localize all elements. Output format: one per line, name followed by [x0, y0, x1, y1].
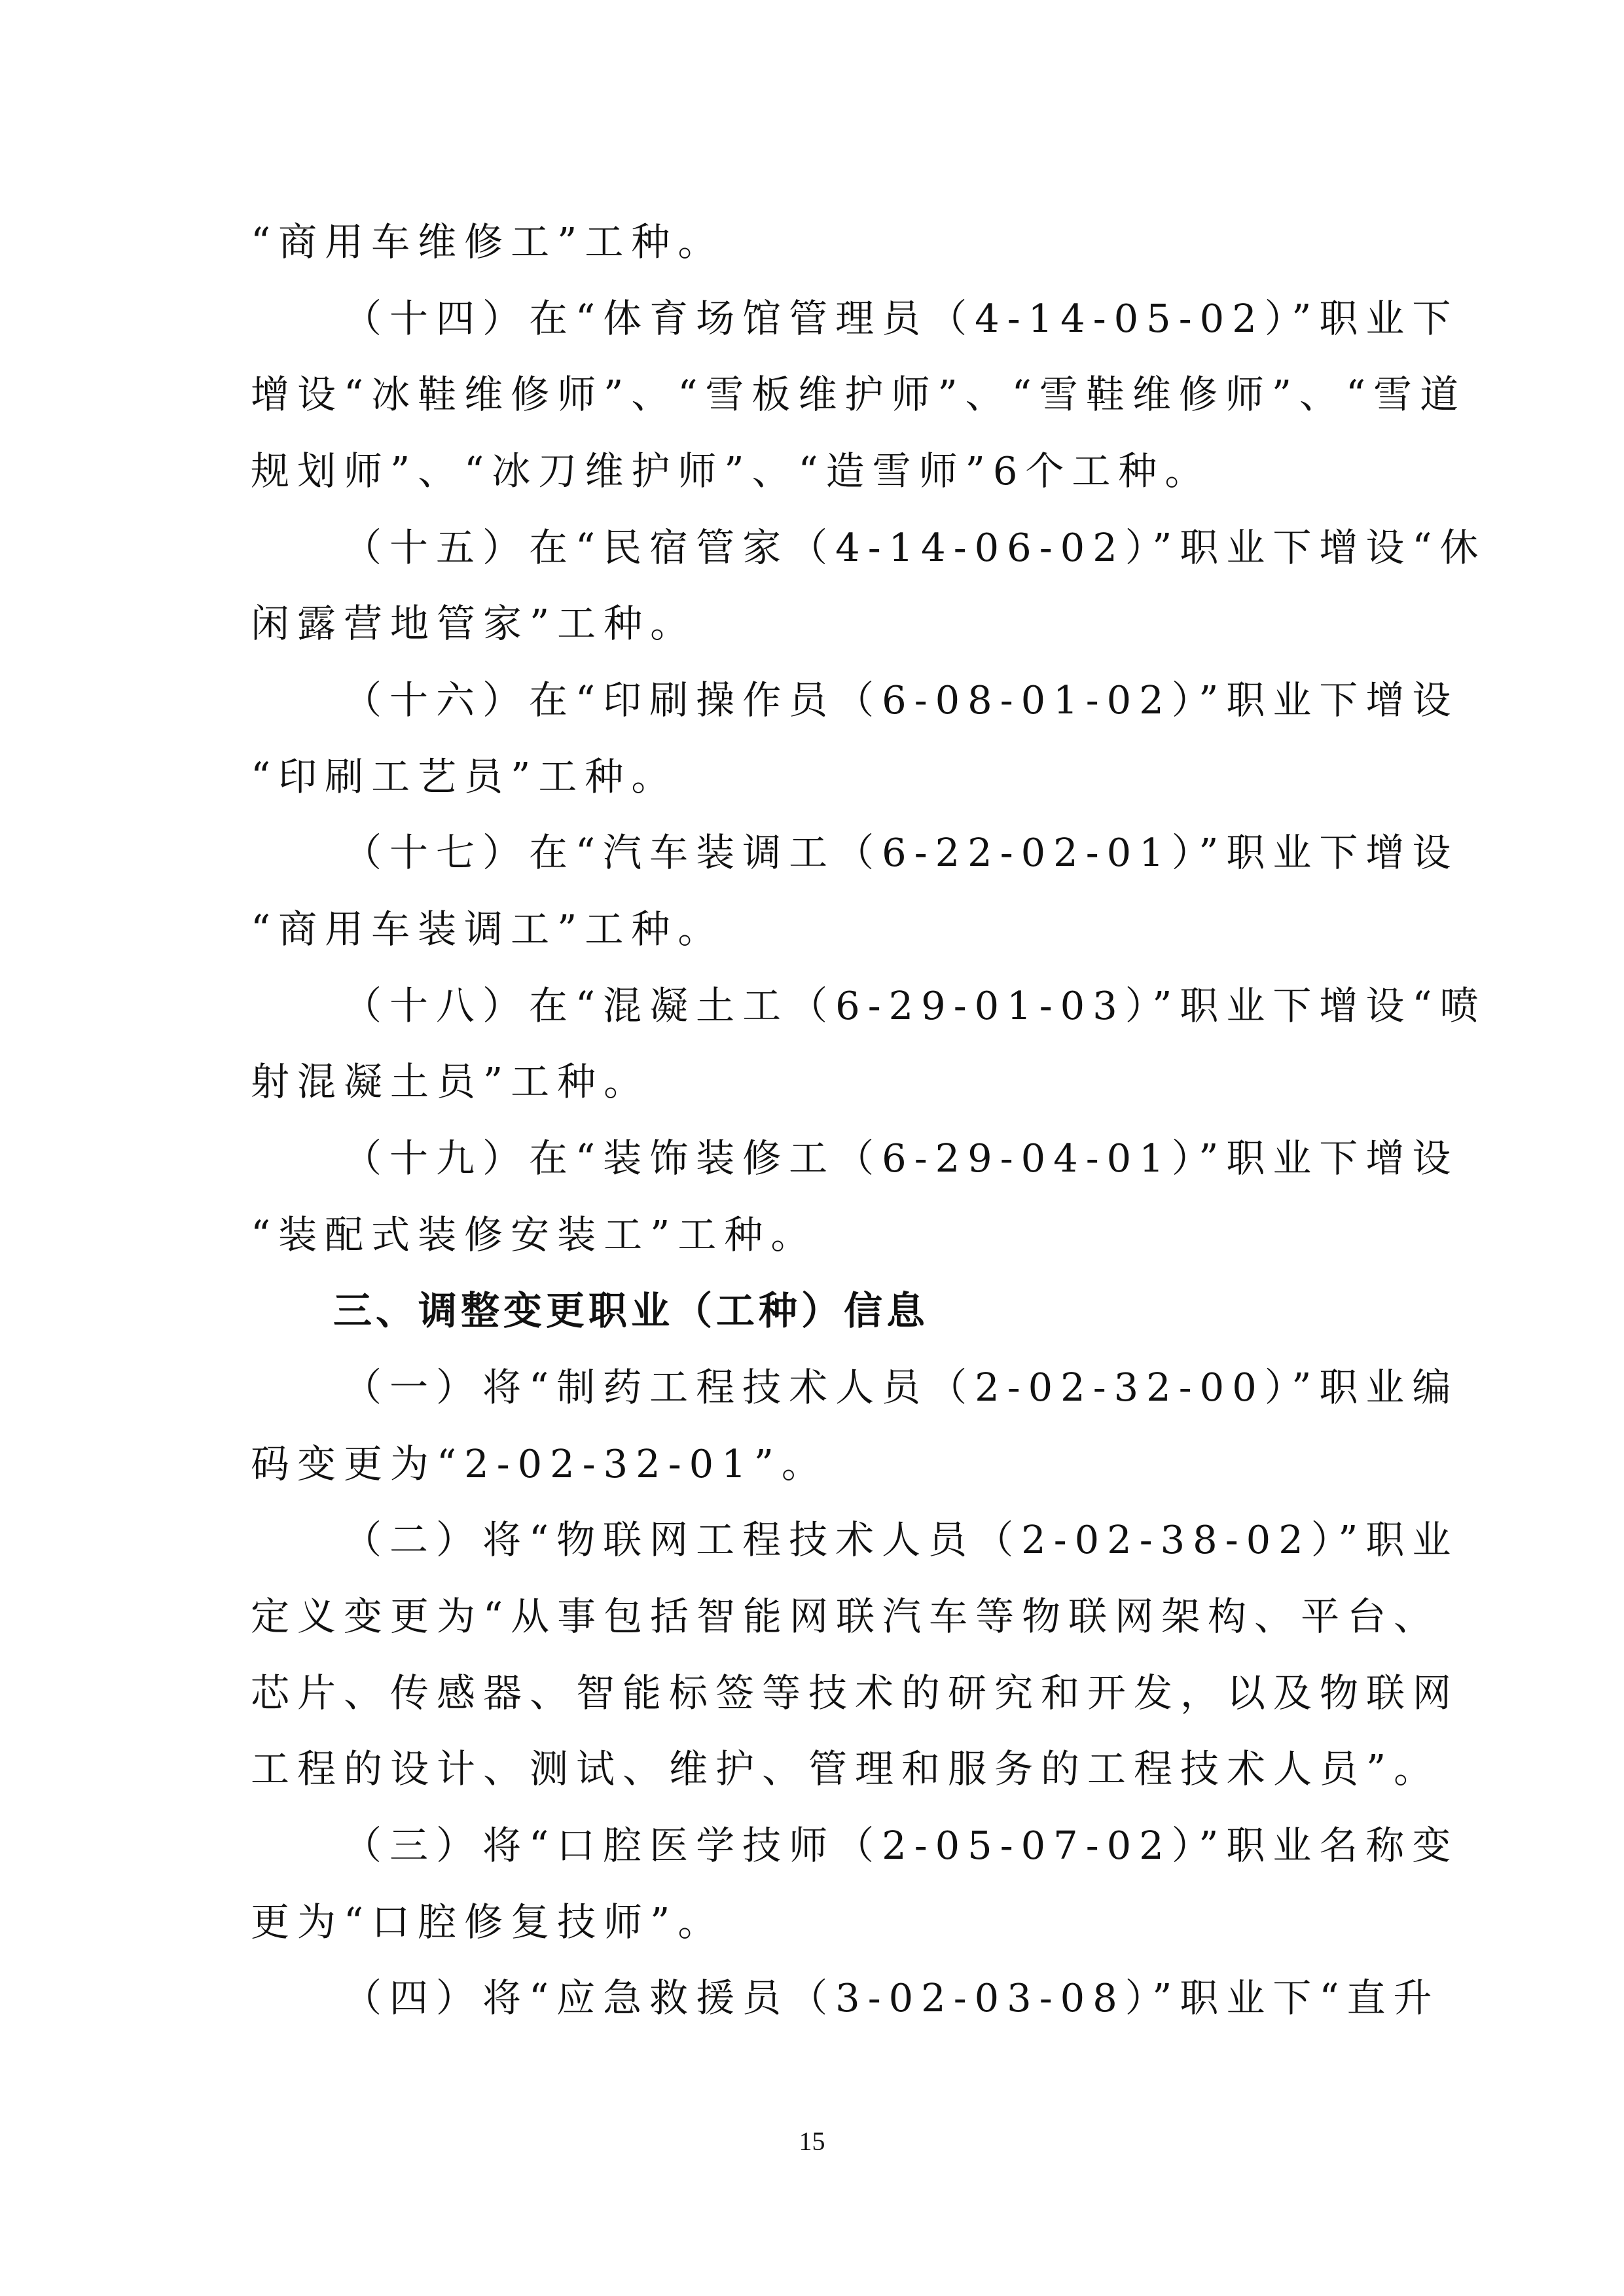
- text-line: （十四）在“体育场馆管理员（4-14-05-02）”职业下: [343, 296, 1459, 341]
- text-line: （十八）在“混凝土工（6-29-01-03）”职业下增设“喷: [343, 983, 1487, 1028]
- text-line: （一）将“制药工程技术人员（2-02-32-00）”职业编: [343, 1365, 1459, 1410]
- text-line: （四）将“应急救援员（3-02-03-08）”职业下“直升: [343, 1975, 1440, 2020]
- text-line: 射混凝土员”工种。: [251, 1059, 651, 1104]
- text-line: “商用车维修工”工种。: [251, 219, 725, 264]
- text-line: 规划师”、“冰刀维护师”、“造雪师”6个工种。: [251, 448, 1212, 493]
- text-line: “装配式装修安装工”工种。: [251, 1212, 818, 1257]
- page-number: 15: [799, 2126, 825, 2156]
- text-line: “印刷工艺员”工种。: [251, 754, 678, 799]
- text-line: 码变更为“2-02-32-01”。: [251, 1441, 828, 1486]
- text-line: （十五）在“民宿管家（4-14-06-02）”职业下增设“休: [343, 525, 1487, 570]
- text-line: “商用车装调工”工种。: [251, 906, 725, 952]
- text-line: 闲露营地管家”工种。: [251, 601, 697, 646]
- text-line: （十九）在“装饰装修工（6-29-04-01）”职业下增设: [343, 1136, 1459, 1181]
- text-line: （十六）在“印刷操作员（6-08-01-02）”职业下增设: [343, 677, 1459, 723]
- text-line: 芯片、传感器、智能标签等技术的研究和开发，以及物联网: [251, 1670, 1460, 1715]
- section-heading: 三、调整变更职业（工种）信息: [333, 1288, 929, 1333]
- text-line: 工程的设计、测试、维护、管理和服务的工程技术人员”。: [251, 1746, 1441, 1791]
- text-line: （十七）在“汽车装调工（6-22-02-01）”职业下增设: [343, 830, 1459, 875]
- text-line: （二）将“物联网工程技术人员（2-02-38-02）”职业: [343, 1517, 1459, 1562]
- text-line: （三）将“口腔医学技师（2-05-07-02）”职业名称变: [343, 1823, 1459, 1868]
- text-line: 增设“冰鞋维修师”、“雪板维护师”、“雪鞋维修师”、“雪道: [251, 372, 1467, 417]
- text-line: 定义变更为“从事包括智能网联汽车等物联网架构、平台、: [251, 1594, 1441, 1639]
- text-line: 更为“口腔修复技师”。: [251, 1899, 725, 1945]
